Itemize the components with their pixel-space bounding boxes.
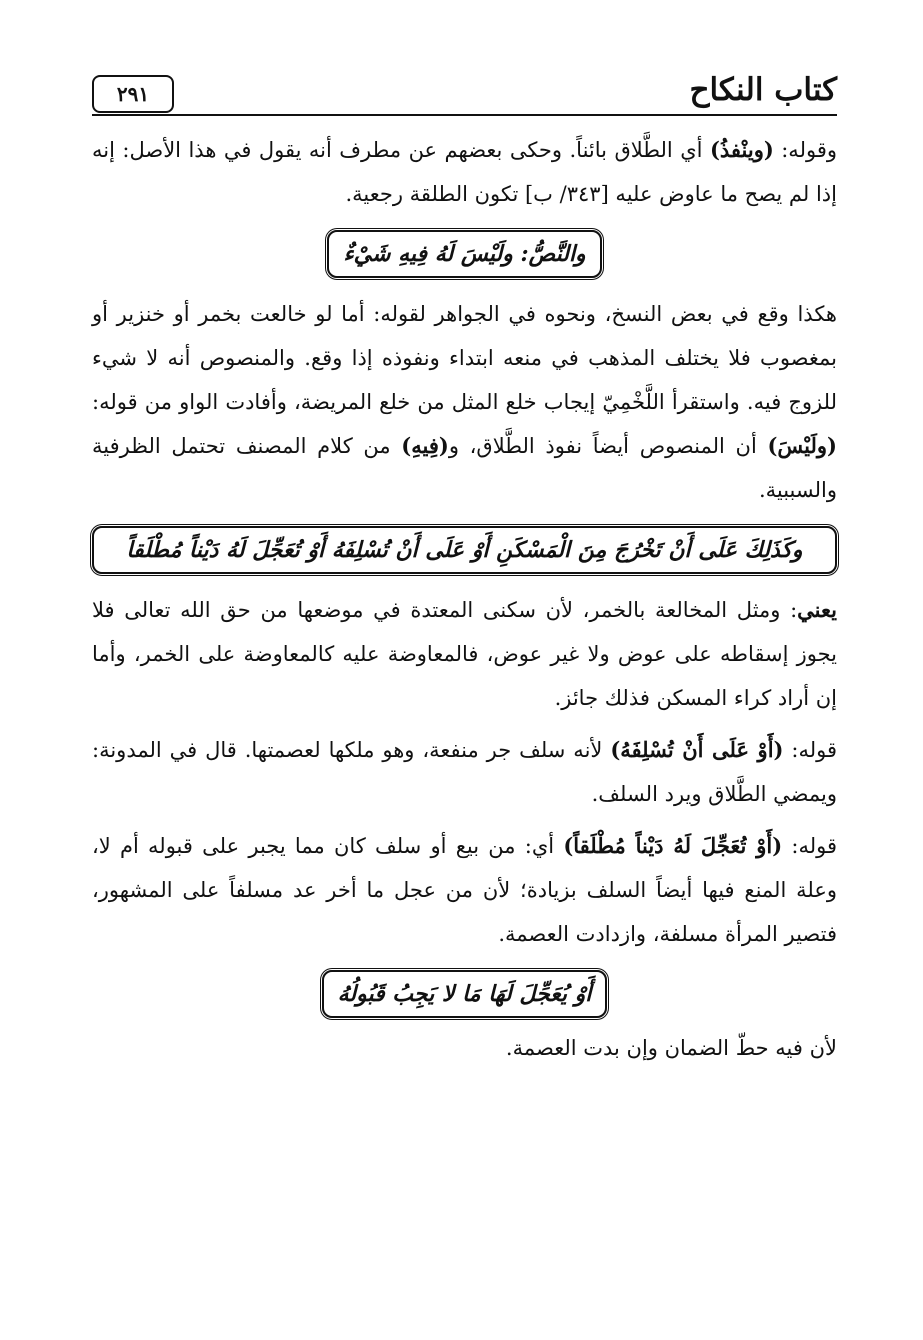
matn-quote: (وينْفذُ) [709, 137, 774, 162]
page-number: ٢٩١ [92, 75, 174, 113]
paragraph-text: أن المنصوص أيضاً نفوذ الطَّلاق، و [448, 434, 768, 458]
paragraph-text: لأنه سلف جر منفعة، وهو ملكها لعصمتها. قال في المدونة: ويمضي الطَّلاق ويرد السلف. [92, 738, 837, 806]
paragraph-text: من كلام المصنف تحتمل الظرفية والسببية. [92, 434, 837, 502]
matn-box: أَوْ يُعَجِّلَ لَهَا مَا لا يَجِبُ قَبُولُهُ [322, 970, 608, 1018]
paragraph-text: قوله: [782, 834, 837, 858]
matn-quote: (أَوْ عَلَى أَنْ تُسْلِفَهُ) [610, 737, 784, 762]
paragraph [92, 588, 837, 720]
paragraph-text: قوله: [783, 738, 838, 762]
page-body [92, 128, 837, 1070]
paragraph-text: وقوله: [773, 138, 837, 162]
paragraph-text: : ومثل المخالعة بالخمر، لأن سكنى المعتدة في موضعها من حق الله تعالى فلا يجوز إسقاطه على عوض ولا غير عوض، فالمعاوضة عليه كالمعاوضة على الخمر، وأما إن أراد كراء المسكن فذلك جائز. [92, 598, 837, 710]
page-header [92, 70, 837, 122]
paragraph [92, 128, 837, 216]
paragraph-text: أي: من بيع أو سلف كان مما يجبر على قبوله أم لا، وعلة المنع فيها أيضاً السلف بزيادة؛ لأن من عجل ما أخر عد مسلفاً على المشهور، فتصير المرأة مسلفة، وازدادت العصمة. [92, 834, 837, 946]
matn-box: والنَّصُّ: ولَيْسَ لَهُ فِيهِ شَيْءٌ [327, 230, 601, 278]
paragraph-text: هكذا وقع في بعض النسخ، ونحوه في الجواهر لقوله: أما لو خالعت بخمر أو خنزير أو بمغصوب فلا يختلف المذهب في منعه ابتداء ونفوذه إذا وقع. والمنصوص أنه لا شيء للزوج فيه. واستقرأ اللَّخْمِيّ إيجاب خلع المثل من خلع المريضة، وأفادت الواو من قوله: [92, 302, 837, 414]
paragraph [92, 292, 837, 512]
matn-quote: (أَوْ تُعَجِّلَ لَهُ دَيْناً مُطْلَقاً) [563, 833, 783, 858]
paragraph [92, 1026, 837, 1070]
matn-quote: (فِيهِ) [401, 433, 449, 458]
paragraph-text: لأن فيه حطّ الضمان وإن بدت العصمة. [505, 1036, 837, 1060]
matn-box: وكَذَلِكَ عَلَى أَنْ تَخْرُجَ مِنَ الْمَسْكَنِ أَوْ عَلَى أَنْ تُسْلِفَهُ أَوْ تُعَجِّلَ لَهُ دَيْناً مُطْلَقاً [92, 526, 837, 574]
paragraph-text: أي الطَّلاق بائناً. وحكى بعضهم عن مطرف أنه يقول في هذا الأصل: إنه إذا لم يصح ما عاوض عليه [٣٤٣/ ب] تكون الطلقة رجعية. [92, 138, 837, 206]
header-rule [92, 114, 837, 116]
paragraph-lead: يعني [797, 597, 837, 622]
matn-quote: (ولَيْسَ) [767, 433, 837, 458]
paragraph [92, 824, 837, 956]
book-title: كتاب النكاح [689, 72, 837, 108]
paragraph [92, 728, 837, 816]
